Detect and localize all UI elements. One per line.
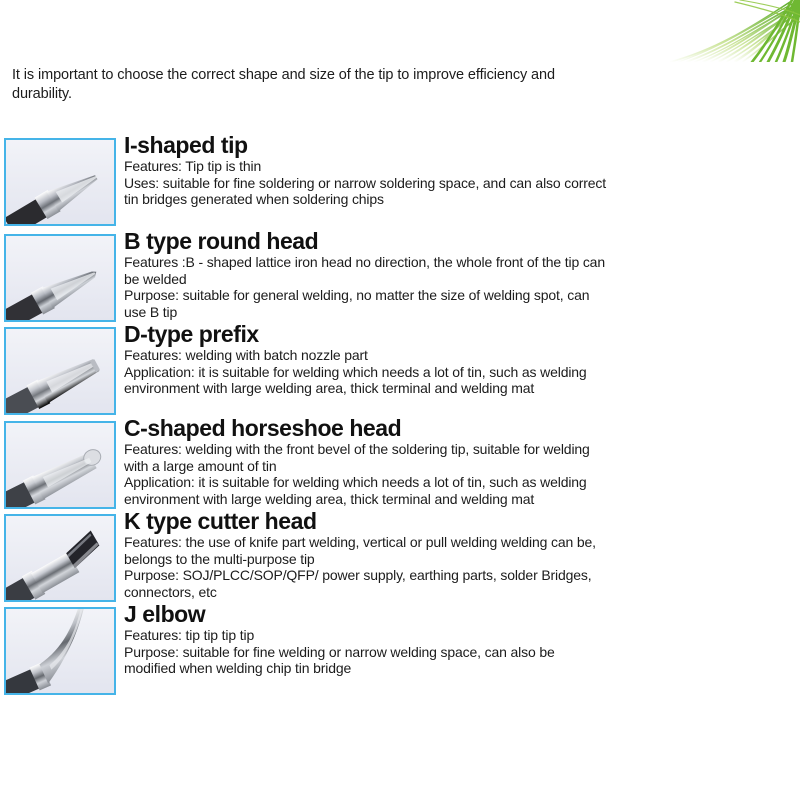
list-item — [0, 230, 800, 322]
tip-title: D-type prefix — [124, 321, 259, 347]
tip-line: Application: it is suitable for welding which needs a lot of tin, such as welding — [124, 474, 587, 491]
tip-line: belongs to the multi-purpose tip — [124, 550, 315, 567]
tip-title: K type cutter head — [124, 508, 317, 534]
tip-line: Purpose: SOJ/PLCC/SOP/QFP/ power supply, earthing parts, solder Bridges, — [124, 567, 592, 584]
tip-line: Features :B - shaped lattice iron head no direction, the whole front of the tip can — [124, 254, 605, 271]
soldering-tip-i-shaped-photo — [4, 138, 116, 226]
list-item — [0, 603, 800, 695]
list-item — [0, 134, 800, 226]
tip-text-block — [116, 230, 800, 321]
soldering-tip-b-round-photo — [4, 234, 116, 322]
palm-leaf-icon — [640, 0, 800, 62]
tip-line: Uses: suitable for fine soldering or narrow soldering space, and can also correct — [124, 174, 606, 191]
tip-line: tin bridges generated when soldering chips — [124, 191, 384, 208]
list-item — [0, 417, 800, 509]
tip-line: environment with large welding area, thick terminal and welding mat — [124, 491, 535, 507]
tip-title: B type round head — [124, 228, 319, 254]
tip-text-block — [116, 417, 800, 508]
intro-paragraph: It is important to choose the correct shape and size of the tip to improve efficiency and durability. — [12, 67, 555, 102]
soldering-tip-c-horseshoe-photo — [4, 421, 116, 509]
tip-text-block — [116, 603, 800, 677]
soldering-tip-d-type-photo — [4, 327, 116, 415]
soldering-tip-j-elbow-photo — [4, 607, 116, 695]
tip-line: Features: Tip tip is thin — [124, 158, 262, 175]
tip-line: Application: it is suitable for welding which needs a lot of tin, such as welding — [124, 363, 587, 380]
tip-line: Features: welding with the front bevel of the soldering tip, suitable for welding — [124, 441, 590, 458]
tip-type-list — [0, 134, 800, 695]
tip-line: environment with large welding area, thick terminal and welding mat — [124, 380, 535, 397]
tip-line: modified when welding chip tin bridge — [124, 660, 352, 677]
tip-title: C-shaped horseshoe head — [124, 415, 402, 441]
tip-line: Features: welding with batch nozzle part — [124, 347, 368, 364]
tip-text-block — [116, 510, 800, 601]
list-item — [0, 323, 800, 415]
tip-line: Features: the use of knife part welding, vertical or pull welding welding can be, — [124, 534, 596, 551]
tip-line: with a large amount of tin — [124, 457, 277, 474]
tip-line: connectors, etc — [124, 584, 217, 600]
tip-text-block — [116, 134, 800, 208]
tip-line: Purpose: suitable for general welding, no matter the size of welding spot, can — [124, 287, 590, 304]
tip-line: use B tip — [124, 304, 178, 320]
tip-line: Purpose: suitable for fine welding or narrow welding space, can also be — [124, 643, 555, 660]
soldering-tip-k-cutter-photo — [4, 514, 116, 602]
tip-text-block — [116, 323, 800, 397]
tip-line: Features: tip tip tip tip — [124, 627, 255, 644]
list-item — [0, 510, 800, 602]
tip-title: J elbow — [124, 601, 206, 627]
tip-title: I-shaped tip — [124, 132, 248, 158]
tip-line: be welded — [124, 270, 187, 287]
